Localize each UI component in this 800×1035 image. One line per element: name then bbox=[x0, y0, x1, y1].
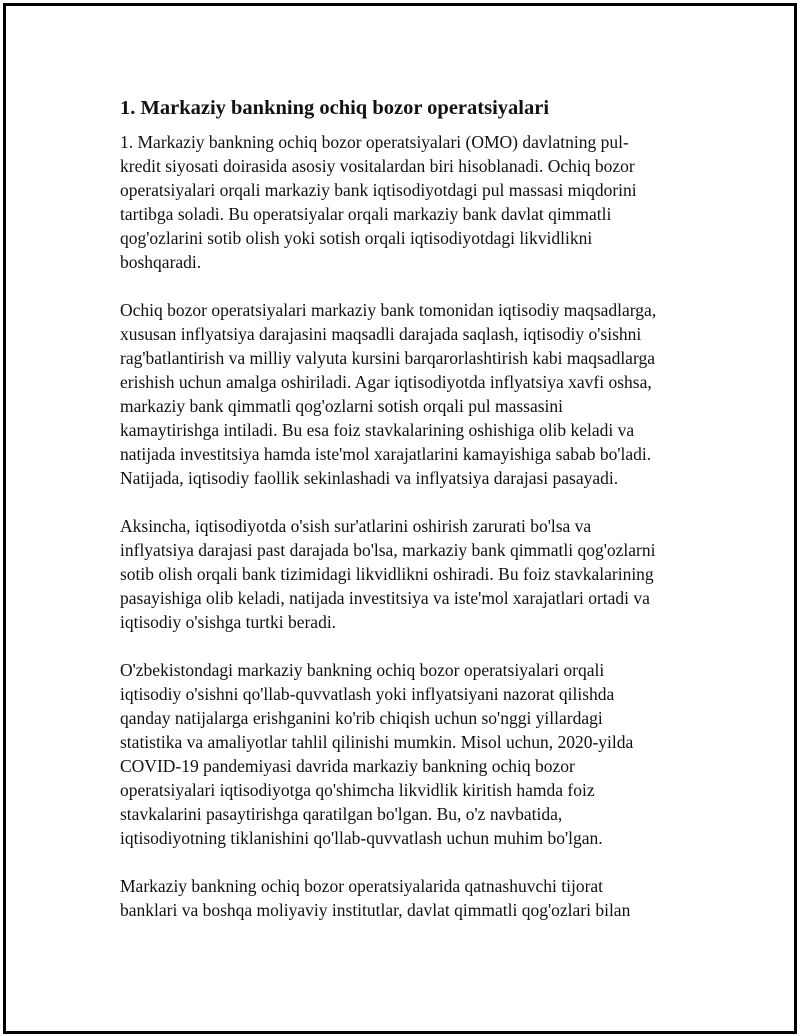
page-frame bbox=[3, 3, 797, 1034]
text-line: Natijada, iqtisodiy faollik sekinlashadi va inflyatsiya darajasi pasayadi. bbox=[120, 468, 619, 488]
text-line: 1. Markaziy bankning ochiq bozor operatsiyalari (OMO) davlatning pul- bbox=[120, 132, 629, 152]
text-line: banklari va boshqa moliyaviy institutlar, davlat qimmatli qog'ozlari bilan bbox=[120, 900, 631, 920]
text-line: erishish uchun amalga oshiriladi. Agar iqtisodiyotda inflyatsiya xavfi oshsa, bbox=[120, 372, 652, 392]
paragraph-3 bbox=[120, 514, 700, 634]
text-line: iqtisodiyotning tiklanishini qo'llab-quvvatlash uchun muhim bo'lgan. bbox=[120, 828, 603, 848]
text-line: Markaziy bankning ochiq bozor operatsiyalarida qatnashuvchi tijorat bbox=[120, 876, 604, 896]
text-line: operatsiyalari orqali markaziy bank iqtisodiyotdagi pul massasi miqdorini bbox=[120, 180, 637, 200]
text-line: tartibga soladi. Bu operatsiyalar orqali markaziy bank davlat qimmatli bbox=[120, 204, 612, 224]
text-line: Aksincha, iqtisodiyotda o'sish sur'atlarini oshirish zarurati bo'lsa va bbox=[120, 516, 592, 536]
text-line: kredit siyosati doirasida asosiy vositalardan biri hisoblanadi. Ochiq bozor bbox=[120, 156, 635, 176]
paragraph-2 bbox=[120, 298, 700, 490]
text-line: O'zbekistondagi markaziy bankning ochiq bozor operatsiyalari orqali bbox=[120, 660, 605, 680]
text-line: boshqaradi. bbox=[120, 252, 202, 272]
text-line: operatsiyalari iqtisodiyotga qo'shimcha likvidlik kiritish hamda foiz bbox=[120, 780, 595, 800]
text-line: COVID-19 pandemiyasi davrida markaziy bankning ochiq bozor bbox=[120, 756, 575, 776]
text-line: qog'ozlarini sotib olish yoki sotish orqali iqtisodiyotdagi likvidlikni bbox=[120, 228, 593, 248]
paragraph-4 bbox=[120, 658, 700, 850]
paragraph-5 bbox=[120, 874, 700, 922]
text-line: statistika va amaliyotlar tahlil qilinishi mumkin. Misol uchun, 2020-yilda bbox=[120, 732, 634, 752]
text-line: iqtisodiy o'sishni qo'llab-quvvatlash yoki inflyatsiyani nazorat qilishda bbox=[120, 684, 615, 704]
text-line: qanday natijalarga erishganini ko'rib chiqish uchun so'nggi yillardagi bbox=[120, 708, 603, 728]
paragraph-1 bbox=[120, 130, 700, 274]
text-line: rag'batlantirish va milliy valyuta kursini barqarorlashtirish kabi maqsadlarga bbox=[120, 348, 655, 368]
text-line: natijada investitsiya hamda iste'mol xarajatlarini kamayishiga sabab bo'ladi. bbox=[120, 444, 652, 464]
section-heading: 1. Markaziy bankning ochiq bozor operatsiyalari bbox=[120, 97, 550, 119]
text-line: stavkalarini pasaytirishga qaratilgan bo'lgan. Bu, o'z navbatida, bbox=[120, 804, 563, 824]
text-line: kamaytirishga intiladi. Bu esa foiz stavkalarining oshishiga olib keladi va bbox=[120, 420, 635, 440]
text-line: iqtisodiy o'sishga turtki beradi. bbox=[120, 612, 337, 632]
text-line: pasayishiga olib keladi, natijada investitsiya va iste'mol xarajatlari ortadi va bbox=[120, 588, 650, 608]
text-line: inflyatsiya darajasi past darajada bo'lsa, markaziy bank qimmatli qog'ozlarni bbox=[120, 540, 656, 560]
text-line: markaziy bank qimmatli qog'ozlarni sotish orqali pul massasini bbox=[120, 396, 564, 416]
text-line: Ochiq bozor operatsiyalari markaziy bank tomonidan iqtisodiy maqsadlarga, bbox=[120, 300, 657, 320]
text-line: sotib olish orqali bank tizimidagi likvidlikni oshiradi. Bu foiz stavkalarining bbox=[120, 564, 654, 584]
text-line: xususan inflyatsiya darajasini maqsadli darajada saqlash, iqtisodiy o'sishni bbox=[120, 324, 642, 344]
document-body bbox=[120, 96, 700, 946]
